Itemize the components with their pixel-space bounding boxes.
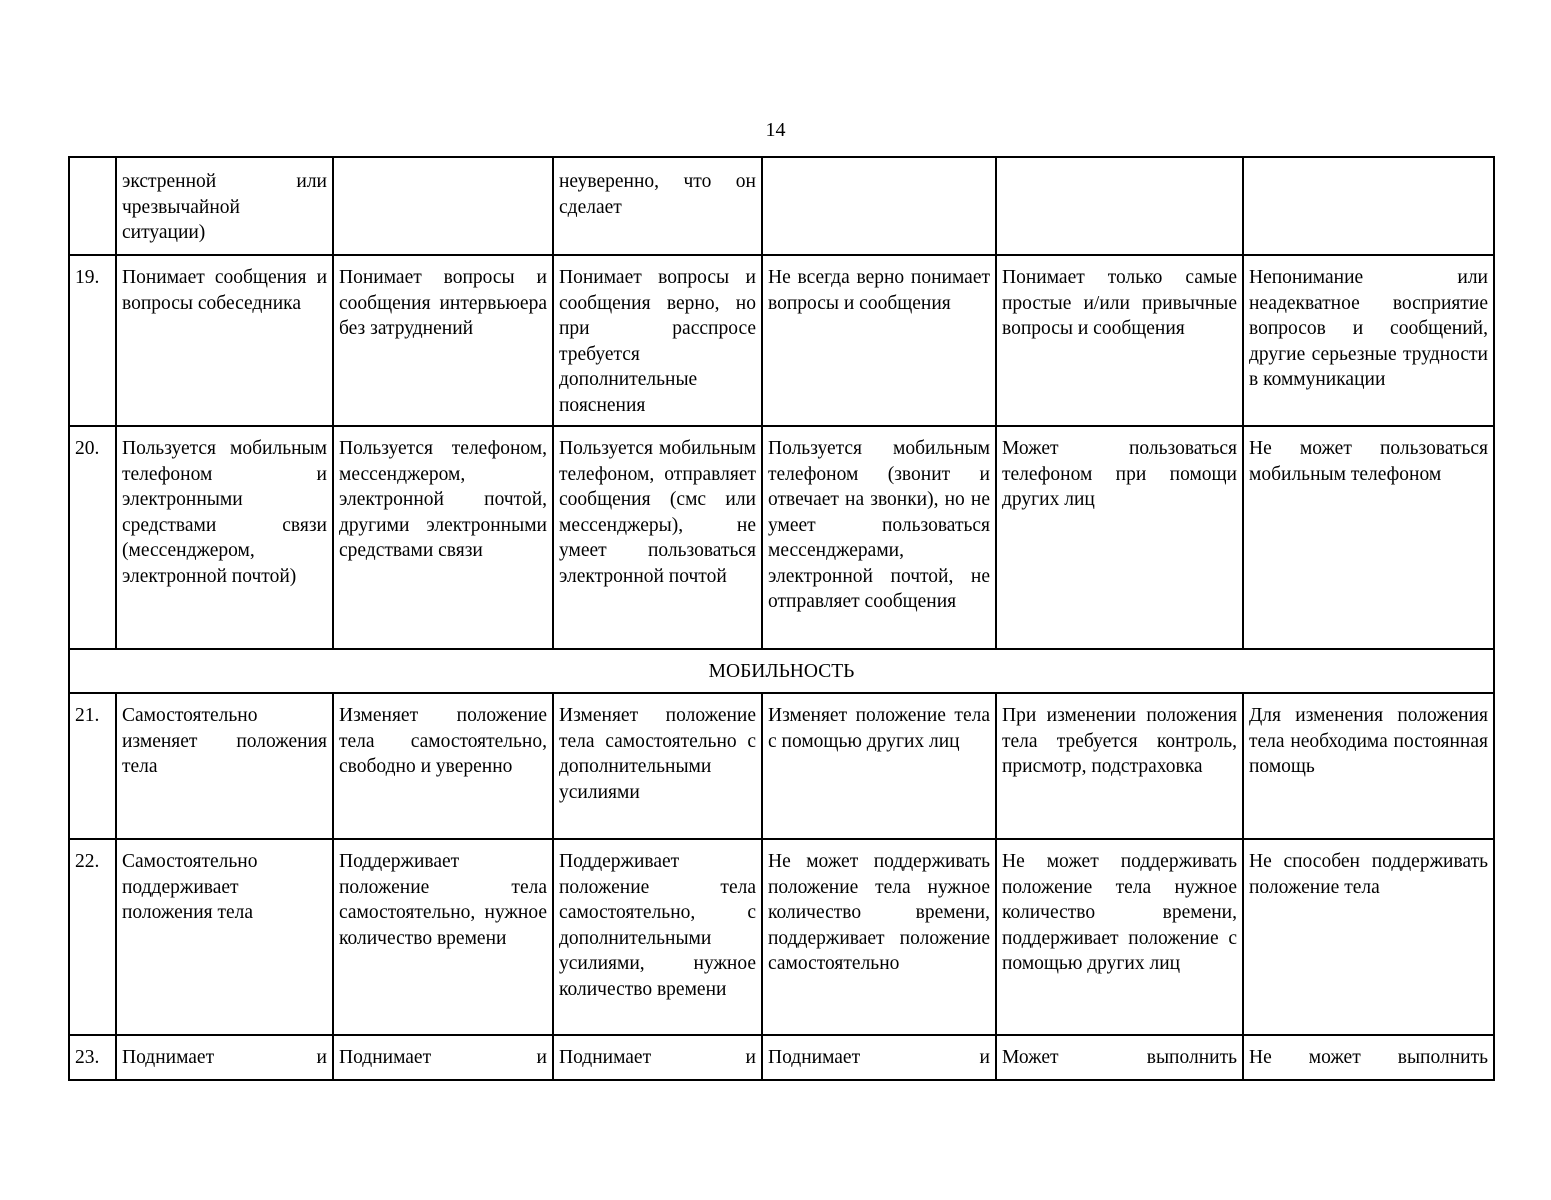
row-number: 21. — [69, 693, 116, 839]
table-cell: Пользуется мобильным телефоном и электронными средствами связи (мессенджером, электронной почтой) — [116, 426, 333, 649]
table-cell: Не может поддерживать положение тела нужное количество времени, поддерживает положение самостоятельно — [762, 839, 996, 1035]
table-cell: Понимает вопросы и сообщения верно, но при расспросе требуется дополнительные пояснения — [553, 255, 762, 426]
table-cell: Поддерживает положение тела самостоятельно, с дополнительными усилиями, нужное количество времени — [553, 839, 762, 1035]
table-cell: экстренной или чрезвычайной ситуации) — [116, 157, 333, 255]
table-cell: Самостоятельно изменяет положения тела — [116, 693, 333, 839]
table-cell: Изменяет положение тела самостоятельно с дополнительными усилиями — [553, 693, 762, 839]
table-row — [69, 426, 1494, 649]
section-title: МОБИЛЬНОСТЬ — [69, 649, 1494, 693]
table-cell: Для изменения положения тела необходима постоянная помощь — [1243, 693, 1494, 839]
table-cell: неуверенно, что он сделает — [553, 157, 762, 255]
table-cell: Не всегда верно понимает вопросы и сообщения — [762, 255, 996, 426]
table-cell: Пользуется телефоном, мессенджером, электронной почтой, другими электронными средствами связи — [333, 426, 553, 649]
table-cell: Самостоятельно поддерживает положения тела — [116, 839, 333, 1035]
criteria-table — [68, 156, 1495, 1081]
table-row — [69, 839, 1494, 1035]
section-row — [69, 649, 1494, 693]
table-cell: Не может поддерживать положение тела нужное количество времени, поддерживает положение с помощью других лиц — [996, 839, 1243, 1035]
table-cell: Не способен поддерживать положение тела — [1243, 839, 1494, 1035]
table-cell: Поднимает и — [553, 1035, 762, 1080]
row-number: 23. — [69, 1035, 116, 1080]
table-cell: Поднимает и — [333, 1035, 553, 1080]
table-cell: Поднимает и — [116, 1035, 333, 1080]
table-cell — [996, 157, 1243, 255]
table-row — [69, 157, 1494, 255]
table-cell: Понимает только самые простые и/или привычные вопросы и сообщения — [996, 255, 1243, 426]
table-cell: Не может пользоваться мобильным телефоном — [1243, 426, 1494, 649]
table-cell: Поддерживает положение тела самостоятельно, нужное количество времени — [333, 839, 553, 1035]
row-number: 20. — [69, 426, 116, 649]
table-cell — [1243, 157, 1494, 255]
table-cell: Пользуется мобильным телефоном (звонит и отвечает на звонки), но не умеет пользоваться мессенджерами, электронной почтой, не отправляет сообщения — [762, 426, 996, 649]
table-cell: Может пользоваться телефоном при помощи других лиц — [996, 426, 1243, 649]
table-cell: Изменяет положение тела самостоятельно, свободно и уверенно — [333, 693, 553, 839]
table-cell: Не может выполнить — [1243, 1035, 1494, 1080]
table-cell: При изменении положения тела требуется контроль, присмотр, подстраховка — [996, 693, 1243, 839]
table-cell: Поднимает и — [762, 1035, 996, 1080]
table-cell: Изменяет положение тела с помощью других лиц — [762, 693, 996, 839]
table-row — [69, 693, 1494, 839]
table-cell: Пользуется мобильным телефоном, отправляет сообщения (смс или мессенджеры), не умеет пользоваться электронной почтой — [553, 426, 762, 649]
row-number: 19. — [69, 255, 116, 426]
row-number: 22. — [69, 839, 116, 1035]
table-cell: Может выполнить — [996, 1035, 1243, 1080]
table-row — [69, 255, 1494, 426]
page-number: 14 — [765, 119, 786, 141]
table-cell: Непонимание или неадекватное восприятие вопросов и сообщений, другие серьезные трудности в коммуникации — [1243, 255, 1494, 426]
row-number — [69, 157, 116, 255]
table-cell: Понимает вопросы и сообщения интервьюера без затруднений — [333, 255, 553, 426]
table-cell — [762, 157, 996, 255]
table-cell: Понимает сообщения и вопросы собеседника — [116, 255, 333, 426]
table-row — [69, 1035, 1494, 1080]
table-cell — [333, 157, 553, 255]
